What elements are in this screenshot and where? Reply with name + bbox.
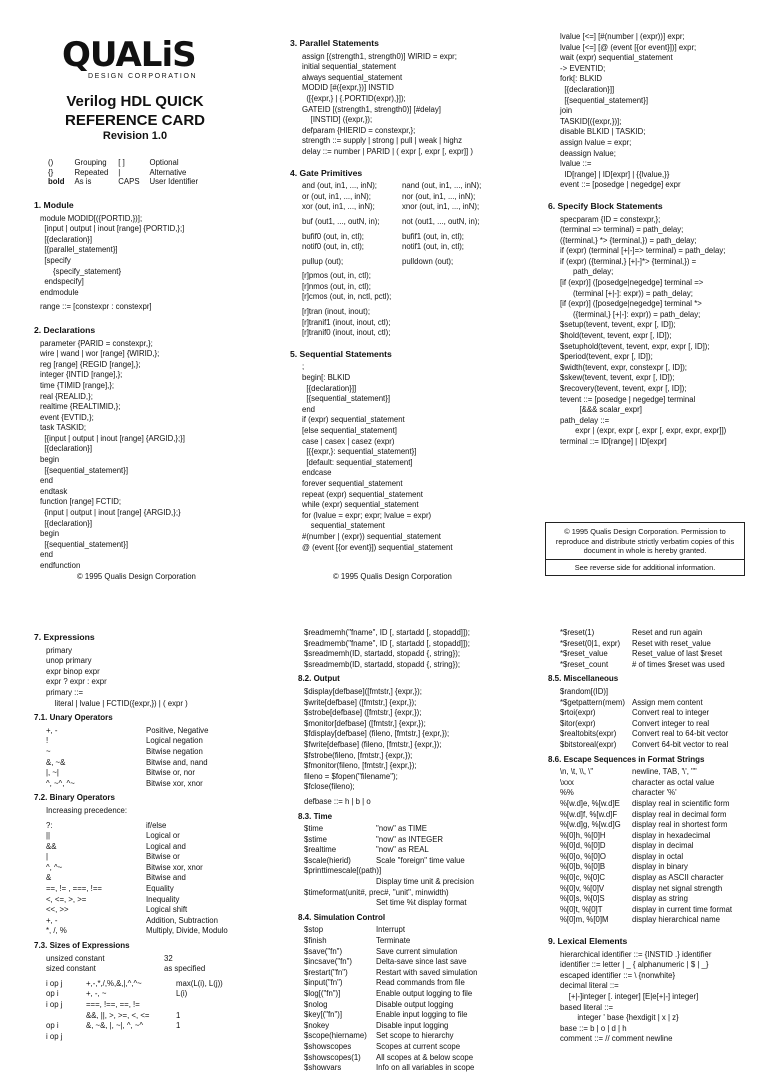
size-op-row: &&, ||, >, >=, <, <= 1 [86, 1010, 181, 1020]
code-line: strength ::= supply | strong | pull | weak | highz [302, 136, 463, 146]
escape-row: %[w.d]e, %[w.d]E display real in scientific form [560, 798, 730, 808]
column-expressions [34, 626, 274, 1042]
gate-row: buf (out1, ..., outN, in); not (out1, ..., outN, in); [302, 216, 480, 226]
legend-row [48, 177, 208, 187]
subsection-heading-time: 8.3. Time [298, 811, 333, 821]
gate-row: [r]cmos (out, in, nctl, pctl); [302, 292, 392, 302]
simctl-row: $log[("fn")] Enable output logging to file [304, 989, 473, 998]
code-line: $fclose(fileno); [304, 782, 355, 792]
simctl-row: $nolog Disable output logging [304, 999, 454, 1009]
code-line: begin [40, 529, 60, 539]
code-line: $display[defbase]([fmtstr,] {expr,}); [304, 686, 422, 696]
code-line: Increasing precedence: [46, 805, 128, 815]
code-line: (terminal [+|-]: expr)) = path_delay; [560, 288, 693, 298]
simctl-row: $stop Interrupt [304, 925, 406, 935]
operator-row: *, /, % Multiply, Divide, Modulo [46, 926, 228, 936]
gate-row: notif0 (out, in, ctl); notif1 (out, in, ctl); [302, 242, 464, 252]
escape-row: %% character '%' [560, 788, 677, 798]
code-line: lvalue [<=] [#(number | (expr))] expr; [560, 32, 685, 41]
code-line: path_delay ::= [560, 415, 610, 425]
code-line: MODID [#({expr,})] INSTID [302, 83, 394, 93]
code-line: [{sequential_statement}] [40, 465, 128, 475]
escape-row: %[w.d]g, %[w.d]G display real in shortest form [560, 820, 728, 830]
gate-row: [r]nmos (out, in, ctl); [302, 281, 371, 291]
code-line: [{declaration}]] [302, 383, 357, 393]
section-heading-parallel: 3. Parallel Statements [290, 38, 379, 48]
subsection-heading-misc: 8.5. Miscellaneous [548, 674, 619, 684]
code-line: ID[range] | ID[expr] | {{lvalue,}} [560, 169, 670, 179]
code-line: if (expr) ({terminal,} [+|-]*> {terminal,}) = [560, 256, 697, 266]
code-line: [if (expr)] ([posedge|negedge] terminal *> [560, 299, 702, 309]
code-line: ({terminal,} *> {terminal,}) = path_delay; [560, 235, 697, 245]
code-line: reg [range] {REGID [range],}; [40, 359, 141, 369]
size-op-row: op i &, ~&, |, ~|, ^, ~^ 1 [46, 1021, 181, 1031]
operator-row: <<, >> Logical shift [46, 905, 188, 915]
code-line: initial sequential_statement [302, 62, 397, 72]
code-line: delay ::= number | PARID | ( expr [, expr [, expr]] ) [302, 146, 473, 156]
code-line: $sreadmemb(ID, startadd, stopadd {, string}); [304, 659, 461, 669]
escape-row: %[w.d]f, %[w.d]F display real in decimal form [560, 809, 727, 819]
code-line: event ::= [posedge | negedge] expr [560, 180, 681, 190]
section-heading-lexical: 9. Lexical Elements [548, 936, 628, 947]
escape-row: \xxx character as octal value [560, 777, 715, 787]
simctl-row: $incsave("fn") Delta-save since last save [304, 957, 467, 967]
code-line: [if (expr)] ([posedge|negedge] terminal => [560, 278, 704, 288]
subsection-heading-simulation-control: 8.4. Simulation Control [298, 912, 386, 922]
operator-row: ~ Bitwise negation [46, 746, 203, 756]
escape-row: %[0]s, %[0]S display as string [560, 894, 688, 904]
code-line: integer ' base {hexdigit | x | z} [560, 1013, 679, 1023]
code-line: time {TIMID [range],}; [40, 380, 115, 390]
code-line: real {REALID,}; [40, 391, 93, 401]
time-row: Display time unit & precision [376, 877, 474, 887]
code-line: [{sequential_statement}] [40, 539, 128, 549]
code-line: expr binop expr [46, 666, 100, 676]
reset-row: *$reset(1) Reset and run again [560, 628, 703, 637]
legend-meaning: Repeated [74, 167, 109, 177]
time-row: $time "now" as TIME [304, 824, 427, 834]
code-line: lvalue [<=] [@ (event [{or event}])] expr; [560, 42, 697, 52]
code-line: integer {INTID [range],}; [40, 370, 123, 380]
gate-row: or (out, in1, ..., inN); nor (out, in1, ..., inN); [302, 191, 476, 201]
escape-row: %[0]m, %[0]M display hierarchical name [560, 915, 720, 925]
code-line: defparam {HIERID = constexpr,}; [302, 125, 416, 135]
code-line: escaped identifier ::= \ {nonwhite} [560, 970, 676, 980]
code-line: comment ::= // comment newline [560, 1034, 673, 1044]
code-line: [+|-]integer [. integer] [E|e[+|-] integer] [560, 992, 699, 1001]
operator-row: && Logical and [46, 841, 186, 851]
time-row: $timeformat(unit#, prec#, "unit", minwidth) [304, 887, 449, 897]
code-line: wire | wand | wor [range] {WIRID,}; [40, 349, 160, 359]
code-line: [{declaration}] [40, 234, 93, 244]
code-line: endmodule [40, 287, 79, 297]
code-line: for (lvalue = expr; expr; lvalue = expr) [302, 510, 432, 520]
simctl-row: $scope(hiername) Set scope to hierarchy [304, 1031, 454, 1041]
code-line: {input | output | inout [range] {ARGID,};} [40, 508, 181, 518]
code-line: ; [302, 362, 305, 372]
code-line: $write[defbase] ([fmtstr,] {expr,}); [304, 697, 417, 707]
code-line: $fdisplay[defbase] (fileno, [fmtstr,] {expr,}); [304, 729, 450, 739]
notation-legend [48, 158, 208, 187]
code-line: tevent ::= [posedge | negedge] terminal [560, 394, 696, 404]
gate-row: pullup (out); pulldown (out); [302, 256, 454, 266]
escape-row: %[0]d, %[0]D display in decimal [560, 841, 694, 851]
code-line: specparam {ID = constexpr,}; [560, 214, 661, 224]
code-line: [{parallel_statement}] [40, 245, 118, 255]
code-line: wait (expr) sequential_statement [560, 53, 673, 63]
subsection-heading-escapes: 8.6. Escape Sequences in Format Strings [548, 754, 705, 764]
legend-symbol: bold [48, 177, 65, 187]
code-line: realtime {REALTIMID,}; [40, 402, 121, 412]
legend-symbol: CAPS [118, 177, 140, 187]
code-line: (terminal => terminal) = path_delay; [560, 225, 684, 235]
size-row: sized constant as specified [46, 964, 206, 974]
reverse-side-note: See reverse side for additional information. [574, 562, 716, 572]
code-line: case | casex | casez (expr) [302, 436, 395, 446]
code-line: end [40, 476, 54, 486]
gate-row: [r]tranif0 (inout, inout, ctl); [302, 328, 391, 338]
code-line: $period(tevent, expr [, ID]); [560, 352, 653, 362]
copyright-notice: © 1995 Qualis Design Corporation. Permission to reproduce and distribute strictly verbatim copies of this document in whole is hereby granted. [555, 527, 735, 556]
gate-row: [r]tran (inout, inout); [302, 307, 371, 317]
code-line: decimal literal ::= [560, 981, 619, 991]
code-line: @ (event [{or event}]) sequential_statement [302, 542, 453, 552]
code-line: literal | lvalue | FCTID({expr,}) | ( expr ) [46, 698, 188, 708]
subsection-heading-unary: 7.1. Unary Operators [34, 713, 113, 723]
code-line: function [range] FCTID; [40, 497, 122, 507]
time-row: $scale(hierid) Scale "foreign" time value [304, 855, 465, 865]
copyright-notice-box [545, 522, 745, 576]
code-line: range ::= [constexpr : constexpr] [40, 302, 152, 312]
code-line: endcase [302, 468, 332, 478]
misc-row: $rtoi(expr) Convert real to integer [560, 708, 710, 718]
legend-meaning: As is [74, 177, 92, 187]
size-op-row: i op j [46, 1031, 63, 1041]
copyright-footer: © 1995 Qualis Design Corporation [333, 572, 452, 581]
code-line: [INSTID] ({expr,}); [302, 115, 373, 125]
code-line: disable BLKID | TASKID; [560, 127, 646, 137]
reset-row: *$reset_value Reset_value of last $reset [560, 649, 723, 659]
misc-row: *$getpattern(mem) Assign mem content [560, 697, 703, 707]
copyright-footer: © 1995 Qualis Design Corporation [77, 572, 196, 581]
code-line: $setuphold(tevent, tevent, expr, expr [, ID]); [560, 341, 710, 351]
misc-row: $random[(ID)] [560, 686, 609, 696]
simctl-row: $showscopes Scopes at current scope [304, 1041, 461, 1051]
code-line: [default: sequential_statement] [302, 457, 413, 467]
code-line: $readmemh("fname", ID [, startadd [, stopadd]]); [304, 628, 470, 637]
revision-label: Revision 1.0 [102, 130, 168, 142]
code-line: unop primary [46, 656, 92, 666]
code-line: [{input | output | inout [range] {ARGID,};}] [40, 433, 185, 443]
legend-symbol: [ ] [118, 158, 125, 167]
code-line: endfunction [40, 561, 81, 570]
time-row: Set time %t display format [376, 898, 467, 908]
operator-row: ?: if/else [46, 820, 167, 830]
code-line: deassign lvalue; [560, 148, 616, 158]
code-line: [input | output | inout [range] {PORTID,};] [40, 224, 185, 234]
code-line: repeat (expr) sequential_statement [302, 489, 423, 499]
simctl-row: $save("fn") Save current simulation [304, 946, 458, 956]
gate-row: and (out, in1, ..., inN); nand (out, in1, ..., inN); [302, 181, 482, 191]
simctl-row: $key[("fn")] Enable input logging to file [304, 1010, 468, 1020]
code-line: path_delay; [560, 267, 614, 277]
code-line: always sequential_statement [302, 72, 403, 82]
code-line: based literal ::= [560, 1002, 614, 1012]
code-line: parameter {PARID = constexpr,}; [40, 338, 153, 348]
code-line: $recovery(tevent, tevent, expr [, ID]); [560, 384, 687, 393]
legend-meaning: Alternative [149, 167, 187, 177]
size-op-row: op i +, -, ~ L(i) [46, 989, 188, 999]
code-line: $fmonitor(fileno, [fmtstr,] {expr,}); [304, 761, 417, 771]
code-line: [&&& scalar_expr] [560, 405, 642, 415]
legend-row [48, 158, 208, 168]
reset-row: *$reset_count # of times $reset was used [560, 659, 725, 669]
code-line: $monitor[defbase] ([fmtstr,] {expr,}); [304, 718, 426, 728]
code-line: ({terminal,} [+|-]: expr)) = path_delay; [560, 309, 701, 319]
code-line: -> EVENTID; [560, 63, 606, 73]
simctl-row: $input("fn") Read commands from file [304, 978, 465, 988]
misc-row: $realtobits(expr) Convert real to 64-bit vector [560, 729, 729, 739]
time-row: $stime "now" as INTEGER [304, 834, 444, 844]
misc-row: $bitstoreal(expr) Convert 64-bit vector to real [560, 739, 729, 749]
code-line: [{{expr,}: sequential_statement}] [302, 447, 417, 457]
code-line: endspecify] [40, 277, 84, 287]
code-line: [specify [40, 255, 71, 265]
code-line: [else sequential_statement] [302, 426, 397, 435]
gate-row: [r]tranif1 (inout, inout, ctl); [302, 317, 391, 327]
size-op-row: i op j ===, !==, ==, != [46, 1000, 140, 1009]
code-line: $fwrite[defbase] (fileno, [fmtstr,] {expr,}); [304, 739, 442, 749]
simctl-row: $showvars Info on all variables in scope [304, 1063, 475, 1073]
simctl-row: $showscopes(1) All scopes at & below scope [304, 1052, 474, 1062]
simctl-row: $finish Terminate [304, 936, 411, 946]
operator-row: ^, ~^, ^~ Bitwise xor, xnor [46, 778, 203, 788]
code-line: join [560, 106, 573, 116]
code-line: [{sequential_statement}] [302, 394, 390, 404]
legend-symbol: | [118, 167, 121, 177]
gate-row: [r]pmos (out, in, ctl); [302, 271, 371, 281]
escape-row: %[0]c, %[0]C display as ASCII character [560, 873, 724, 883]
code-line: expr | (expr, expr [, expr [, expr, expr, expr]]) [560, 426, 727, 436]
escape-row: %[0]t, %[0]T display in current time format [560, 904, 733, 914]
operator-row: <, <=, >, >= Inequality [46, 894, 180, 904]
operator-row: || Logical or [46, 831, 180, 841]
legend-symbol: {} [48, 167, 54, 177]
gate-row: xor (out, in1, ..., inN); xnor (out, in1, ..., inN); [302, 202, 480, 212]
subsection-heading-binary: 7.2. Binary Operators [34, 793, 115, 803]
logo-subtitle: DESIGN CORPORATION [88, 73, 198, 80]
operator-row: ! Logical negation [46, 736, 203, 746]
code-line: while (expr) sequential_statement [302, 500, 419, 510]
code-line: forever sequential_statement [302, 478, 403, 488]
operator-row: +, - Positive, Negative [46, 725, 209, 735]
code-line: primary ::= [46, 687, 84, 697]
section-heading-module: 1. Module [34, 200, 74, 210]
code-line: end [40, 550, 54, 560]
box-divider [546, 559, 744, 560]
section-heading-gates: 4. Gate Primitives [290, 167, 363, 178]
code-line: terminal ::= ID[range] | ID[expr] [560, 436, 667, 446]
section-heading-specify: 6. Specify Block Statements [548, 200, 663, 211]
code-line: module MODID[({PORTID,})]; [40, 213, 143, 223]
code-line: endtask [40, 486, 68, 496]
legend-meaning: User Identifier [149, 177, 199, 187]
code-line: GATEID [(strength1, strength0)] [#delay] [302, 104, 441, 114]
code-line: $hold(tevent, tevent, expr [, ID]); [560, 331, 672, 341]
misc-row: $itor(expr) Convert integer to real [560, 718, 710, 728]
code-line: if (expr) (terminal [+|-]=> terminal) = path_delay; [560, 246, 726, 256]
code-line: [{declaration}]] [560, 84, 615, 94]
reset-row: *$reset(0|1, expr) Reset with reset_value [560, 638, 711, 648]
code-line: hierarchical identifier ::= {INSTID .} identifier [560, 949, 712, 959]
section-heading-declarations: 2. Declarations [34, 324, 96, 335]
escape-row: %[0]b, %[0]B display in binary [560, 862, 688, 872]
column-system-tasks [298, 628, 543, 1074]
time-row: $realtime "now" as REAL [304, 845, 429, 855]
legend-meaning: Grouping [74, 158, 107, 167]
code-line: begin [40, 455, 60, 465]
code-line: if (expr) sequential_statement [302, 415, 405, 425]
operator-row: | Bitwise or [46, 852, 180, 862]
code-line: TASKID[({expr,})]; [560, 116, 622, 126]
section-heading-sequential: 5. Sequential Statements [290, 348, 392, 359]
operator-row: ==, != , ===, !== Equality [46, 884, 174, 894]
operator-row: & Bitwise and [46, 873, 186, 883]
code-line: event {EVTID,}; [40, 412, 94, 422]
operator-row: +, - Addition, Subtraction [46, 915, 218, 925]
legend-meaning: Optional [149, 158, 179, 167]
card-title: Verilog HDL QUICK REFERENCE CARD [64, 93, 205, 129]
code-line: sequential_statement [302, 521, 385, 531]
code-line: [{declaration}] [40, 444, 93, 454]
escape-row: %[0]o, %[0]O display in octal [560, 851, 684, 861]
qualis-logo [62, 35, 202, 84]
section-heading-expressions: 7. Expressions [34, 632, 95, 642]
operator-row: |, ~| Bitwise or, nor [46, 768, 195, 778]
legend-symbol: () [48, 158, 54, 167]
code-line: ([{expr,} | {.PORTID(expr),}]); [302, 93, 406, 103]
code-line: assign lvalue = expr; [560, 137, 632, 147]
code-line: $fstrobe(fileno, [fmtstr,] {expr,}); [304, 750, 413, 760]
column-module-declarations [34, 194, 264, 572]
code-line: $readmemb("fname", ID [, startadd [, stopadd]]); [304, 638, 470, 648]
legend-row [48, 168, 208, 178]
operator-row: ^, ^~ Bitwise xor, xnor [46, 862, 203, 872]
time-row: $printtimescale[(path)] [304, 866, 382, 876]
code-line: $sreadmemh(ID, startadd, stopadd {, string}); [304, 649, 461, 659]
code-line: end [302, 404, 316, 414]
code-line: $setup(tevent, tevent, expr [, ID]); [560, 320, 676, 330]
code-line: base ::= b | o | d | h [560, 1023, 627, 1033]
simctl-row: $restart("fn") Restart with saved simulation [304, 967, 478, 977]
operator-row: &, ~& Bitwise and, nand [46, 757, 208, 767]
escape-row: \n, \t, \\, \" newline, TAB, '\', '"' [560, 767, 697, 777]
column-misc-lexical [548, 628, 763, 1045]
logo-text: QUALiS [62, 35, 196, 75]
code-line: begin[: BLKID [302, 373, 351, 383]
code-line: $skew(tevent, tevent, expr [, ID]); [560, 373, 675, 383]
gate-row: bufif0 (out, in, ctl); bufif1 (out, in, ctl); [302, 231, 464, 241]
code-line: defbase ::= h | b | o [304, 796, 371, 806]
code-line: expr ? expr : expr [46, 677, 107, 687]
subsection-heading-sizes: 7.3. Sizes of Expressions [34, 941, 130, 951]
code-line: fork[: BLKID [560, 74, 603, 84]
column-parallel-gates-sequential [290, 32, 530, 553]
simctl-row: $nokey Disable input logging [304, 1020, 449, 1030]
code-line: fileno = $fopen("filename"); [304, 771, 398, 781]
column-procedural-specify [548, 32, 763, 448]
code-line: assign [(strength1, strength0)] WIRID = expr; [302, 51, 457, 61]
code-line: {specify_statement} [40, 266, 122, 276]
code-line: [{declaration}] [40, 518, 93, 528]
code-line: primary [46, 645, 72, 655]
escape-row: %[0]h, %[0]H display in hexadecimal [560, 830, 711, 840]
code-line: $strobe[defbase] ([fmtstr,] {expr,}); [304, 708, 422, 718]
escape-row: %[0]v, %[0]V display net signal strength [560, 883, 723, 893]
code-line: identifier ::= letter | _ { alphanumeric | $ | _} [560, 960, 709, 970]
code-line: task TASKID; [40, 423, 87, 433]
size-op-row: i op j +,-,*,/,%,&,|,^,^~ max(L(i), L(j)) [46, 978, 223, 988]
size-row: unsized constant 32 [46, 953, 173, 963]
code-line: lvalue ::= [560, 159, 592, 169]
code-line: $width(tevent, expr, constexpr [, ID]); [560, 362, 687, 372]
code-line: [{sequential_statement}] [560, 95, 648, 105]
code-line: #(number | (expr)) sequential_statement [302, 531, 441, 541]
subsection-heading-output: 8.2. Output [298, 674, 340, 684]
